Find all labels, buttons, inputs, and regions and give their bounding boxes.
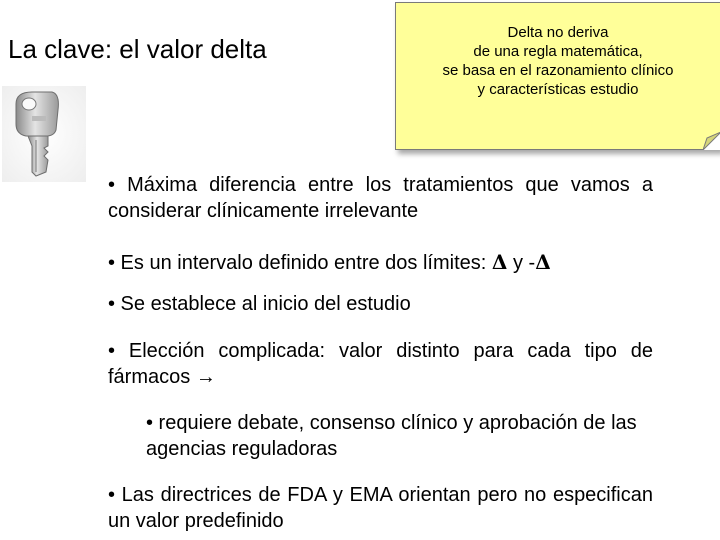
arrow-right-icon: →	[195, 366, 216, 388]
bullet-interval	[108, 249, 653, 276]
slide-title: La clave: el valor delta	[8, 34, 267, 64]
delta-symbol: Δ	[535, 250, 551, 274]
bullet-interval-text: • Es un intervalo definido entre dos límites:	[108, 252, 492, 274]
bullet-max-difference: • Máxima diferencia entre los tratamientos que vamos a considerar clínicamente irrelevante	[108, 174, 653, 222]
bullet-fda-ema: • Las directrices de FDA y EMA orientan pero no especifican un valor predefinido	[108, 484, 653, 532]
note-line: de una regla matemática,	[473, 43, 643, 60]
delta-symbol: Δ	[491, 250, 508, 274]
bullet-complicated-choice-text: • Elección complicada: valor distinto para cada tipo de fármacos	[108, 340, 653, 388]
page-curl-icon	[703, 132, 720, 150]
bullet-interval-mid: y -	[507, 252, 536, 274]
callout-note	[395, 2, 720, 150]
note-line: Delta no deriva	[507, 24, 609, 41]
key-icon	[2, 86, 86, 182]
bullet-start-of-study: • Se establece al inicio del estudio	[108, 293, 411, 315]
bullet-complicated-choice	[108, 338, 653, 390]
sub-bullet-debate: • requiere debate, consenso clínico y aprobación de las agencias reguladoras	[146, 412, 637, 460]
note-line: y características estudio	[477, 81, 639, 98]
note-line: se basa en el razonamiento clínico	[442, 62, 674, 79]
